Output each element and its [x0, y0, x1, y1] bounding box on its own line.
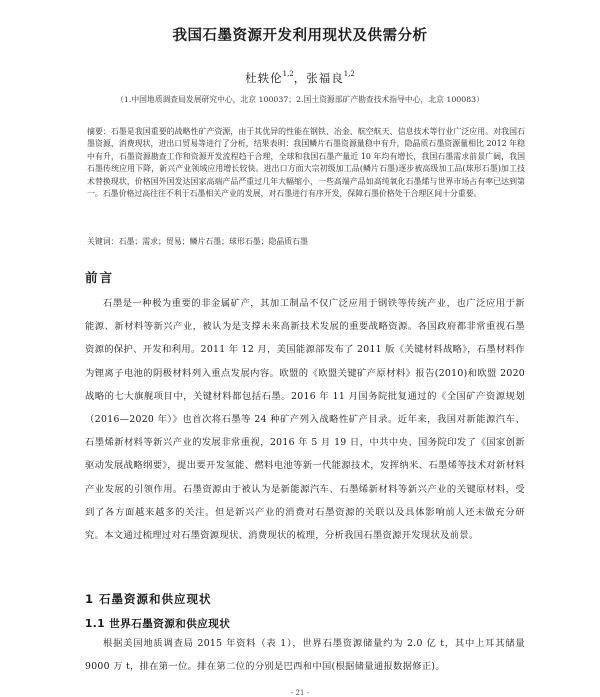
keywords — [87, 236, 525, 247]
paper-title: 我国石墨资源开发利用现状及供需分析 — [172, 28, 428, 44]
section-heading-intro: 前言 — [85, 270, 115, 285]
keywords-text: 石墨；需求；贸易；鳞片石墨；球形石墨；隐晶质石墨 — [118, 237, 308, 246]
subsection-heading: 1.1 世界石墨资源和供应现状 — [85, 618, 231, 630]
author-affil-marker: 1,2 — [343, 70, 355, 78]
author-affil-marker: 1,2 — [282, 70, 294, 78]
section-paragraph: 根据美国地质调查局 2015 年资料（表 1），世界石墨资源储量约为 2.0 亿 t，其中上耳其储量 9000 万 t，排在第一位。排在第二位的分别是巴西和中国(根据储量通报数据修正)。 — [85, 638, 525, 672]
author-separator: ， — [293, 71, 307, 85]
abstract-text: 石墨是我国重要的战略性矿产资源，由于其优异的性能在钢铁、冶金、航空航天、信息技术等行业广泛应用。对我国石墨资源、消费现状，进出口贸易等进行了分析，结果表明：我国鳞片石墨资源量稳中有升，隐晶质石墨资源量相比 2012 年稳中有升，石墨资源勘查工作和资源开发流程趋于合理，全球和我国石墨产量近 10 年均有增长，我国石墨需求前景广阔，我国石墨传统应用下降，新兴产业领域应用增长较快。进出口方面大宗初级加工品(鳞片石墨)逐步被高级加工品(球形石墨)加工技术替换现状，价格国外国发达国家高端产品严重过几年大幅缩小，一些高端产品如高纯氧化石墨烯与世界市场占有率已达到第一。石墨价格过高往往不利于石墨相关产业的发展，对石墨进行有序开发，保障石墨价格处于合理区间十分重要。 — [87, 127, 525, 199]
author-line — [0, 70, 600, 86]
keywords-label: 关键词： — [87, 237, 119, 246]
author-name: 杜轶伦 — [245, 71, 283, 85]
section-heading: 1 石墨资源和供应现状 — [85, 592, 212, 606]
author-name: 张福良 — [306, 71, 344, 85]
page-number: - 21 - — [290, 689, 310, 697]
intro-paragraph: 石墨是一种极为重要的非金属矿产，其加工制品不仅广泛应用于钢铁等传统产业，也广泛应用于新能源、新材料等新兴产业，被认为是支撑未来高新技术发展的重要战略资源。各国政府都非常重视石墨资源的保护、开发和利用。2011 年 12 月，美国能源部发布了 2011 版《关键材料战略》，石墨材料作为锂离子电池的阴极材料列入重点发展内容。欧盟的《欧盟关键矿产原材料》报告(2010)和欧盟 2020 战略的七大旗舰项目中，关键材料都包括石墨。2016 年 11 月国务院批复通过的《全国矿产资源规划（2016—2020 年）》也首次将石墨等 24 种矿产列入战略性矿产目录。近年来，我国对新能源汽车、石墨烯新材料等新兴产业的发展非常重视，2016 年 5 月 19 日，中共中央、国务院印发了《国家创新驱动发展战略纲要》，提出要开发氢能、燃料电池等新一代能源技术，发挥纳米、石墨烯等技术对新材料产业发展的引领作用。石墨资源由于被认为是新能源汽车、石墨烯新材料等新兴产业的关键原材料，受到了各方面越来越多的关注。但是新兴产业的消费对石墨资源的关联以及具体影响前人还未做充分研究。本文通过梳理过对石墨资源现状、消费现状的梳理，分析我国石墨资源开发现状及前景。 — [85, 298, 525, 542]
abstract-label: 摘要： — [87, 127, 111, 136]
affiliation: （1.中国地质调查局发展研究中心，北京 100037；2.国土资源部矿产勘查技术指导中心，北京 100083） — [116, 95, 484, 104]
abstract — [87, 126, 525, 200]
